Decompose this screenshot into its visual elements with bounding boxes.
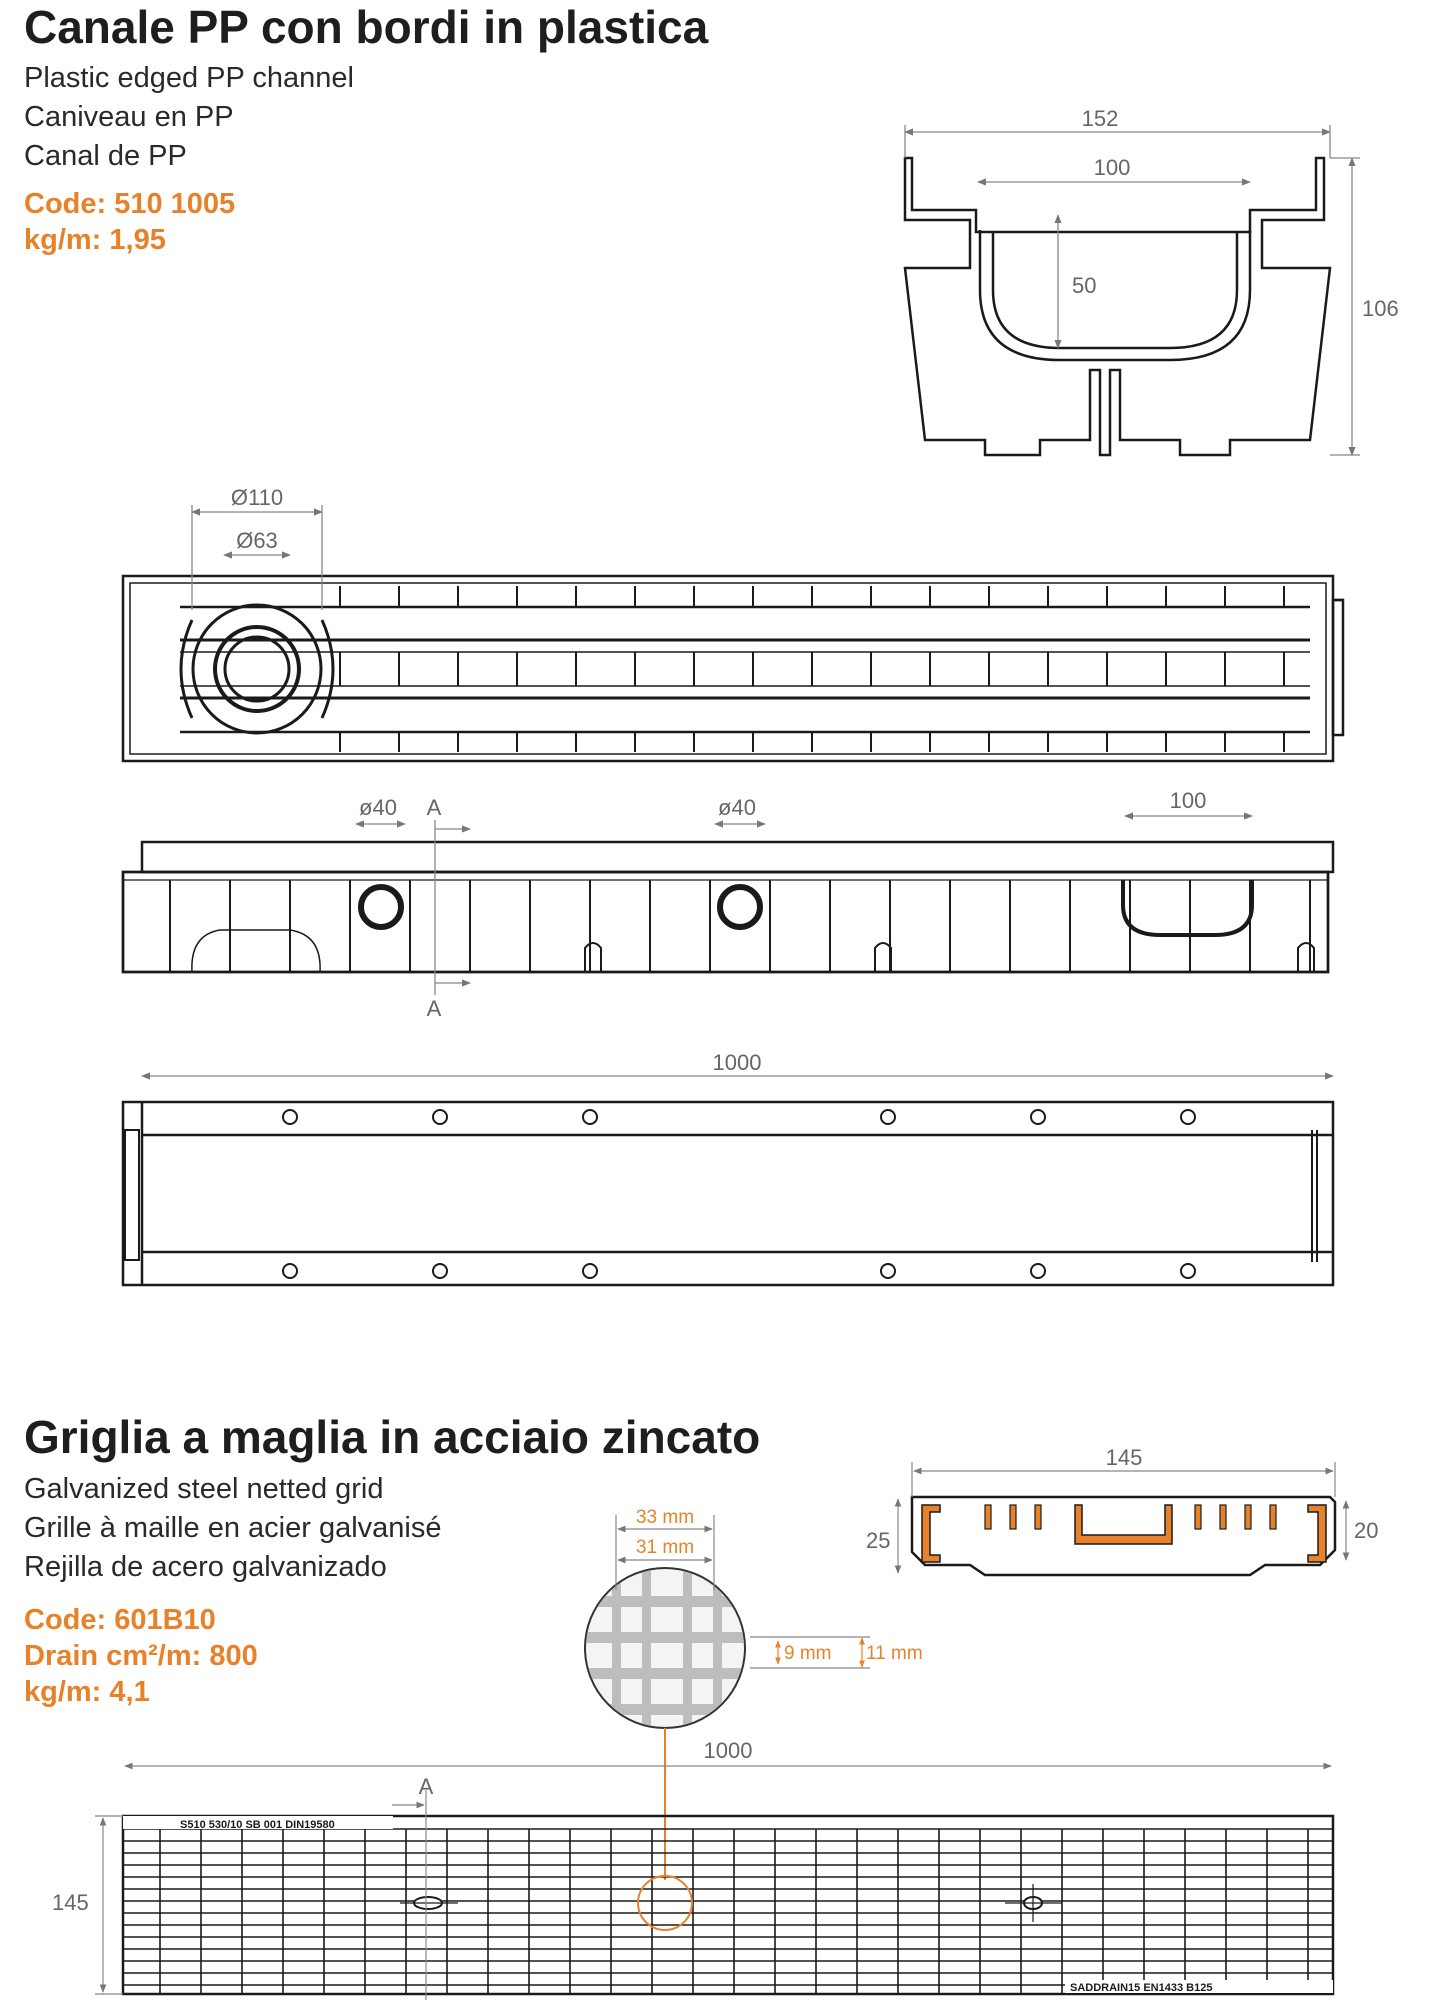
channel-section-dims: [905, 125, 1360, 455]
mesh-magnifier: [580, 1560, 750, 1880]
grid-drawings: [0, 1300, 1440, 2000]
dim-channel-length: 1000: [712, 1050, 762, 1075]
mesh-inner-dim: 31 mm: [635, 1537, 695, 1558]
dim-depth: 50: [1072, 273, 1097, 298]
channel-subtitle-en: Plastic edged PP channel: [24, 62, 354, 94]
channel-cross-section: [905, 158, 1330, 455]
dim-hole1: ø40: [359, 795, 397, 820]
grid-code: Code: 601B10: [24, 1604, 216, 1636]
channel-top-view: [123, 576, 1343, 761]
channel-bottom-view: [123, 1102, 1333, 1285]
grid-top-view: [123, 1816, 1333, 1994]
grid-cross-section: [912, 1497, 1335, 1575]
dim-outer-width: 152: [1081, 106, 1119, 131]
dim-inner-diameter: Ø63: [236, 528, 278, 553]
grid-weight: kg/m: 4,1: [24, 1676, 150, 1708]
grid-section-mark: A: [418, 1774, 434, 1799]
grid-subtitle-es: Rejilla de acero galvanizado: [24, 1551, 387, 1583]
channel-subtitle-es: Canal de PP: [24, 140, 187, 172]
grid-drain: Drain cm²/m: 800: [24, 1640, 258, 1672]
section-mark-a-bottom: A: [426, 996, 442, 1021]
channel-weight: kg/m: 1,95: [24, 224, 166, 256]
channel-subtitle-fr: Caniveau en PP: [24, 101, 234, 133]
grid-length-dim: 1000: [703, 1738, 753, 1763]
channel-title: Canale PP con bordi in plastica: [24, 1, 709, 53]
grid-subtitle-en: Galvanized steel netted grid: [24, 1473, 384, 1505]
channel-top-dims: [192, 505, 322, 610]
dim-end-width: 100: [1169, 788, 1207, 813]
channel-top-ribs: [340, 586, 1284, 752]
mesh-outer-dim: 33 mm: [635, 1507, 695, 1528]
channel-code: Code: 510 1005: [24, 188, 236, 220]
grid-stamp-right: SADDRAIN15 EN1433 B125: [1070, 1982, 1213, 1994]
grid-section-left-height: 25: [866, 1528, 891, 1553]
dim-outer-diameter: Ø110: [230, 485, 284, 510]
grid-section-right-height: 20: [1354, 1518, 1379, 1543]
grid-subtitle-fr: Grille à maille en acier galvanisé: [24, 1512, 442, 1544]
mesh-bar-inner-dim: 9 mm: [784, 1643, 832, 1664]
grid-section-width: 145: [1105, 1445, 1143, 1470]
grid-height-dim: 145: [52, 1890, 89, 1915]
channel-side-view: [123, 842, 1333, 972]
dim-inner-width: 100: [1093, 155, 1131, 180]
grid-title: Griglia a maglia in acciaio zincato: [24, 1411, 761, 1463]
mesh-bar-outer-dim: 11 mm: [866, 1643, 923, 1664]
grid-stamp-left: S510 530/10 SB 001 DIN19580: [180, 1819, 335, 1831]
dim-hole2: ø40: [718, 795, 756, 820]
dim-height: 106: [1362, 296, 1399, 321]
section-mark-a-top: A: [426, 795, 442, 820]
